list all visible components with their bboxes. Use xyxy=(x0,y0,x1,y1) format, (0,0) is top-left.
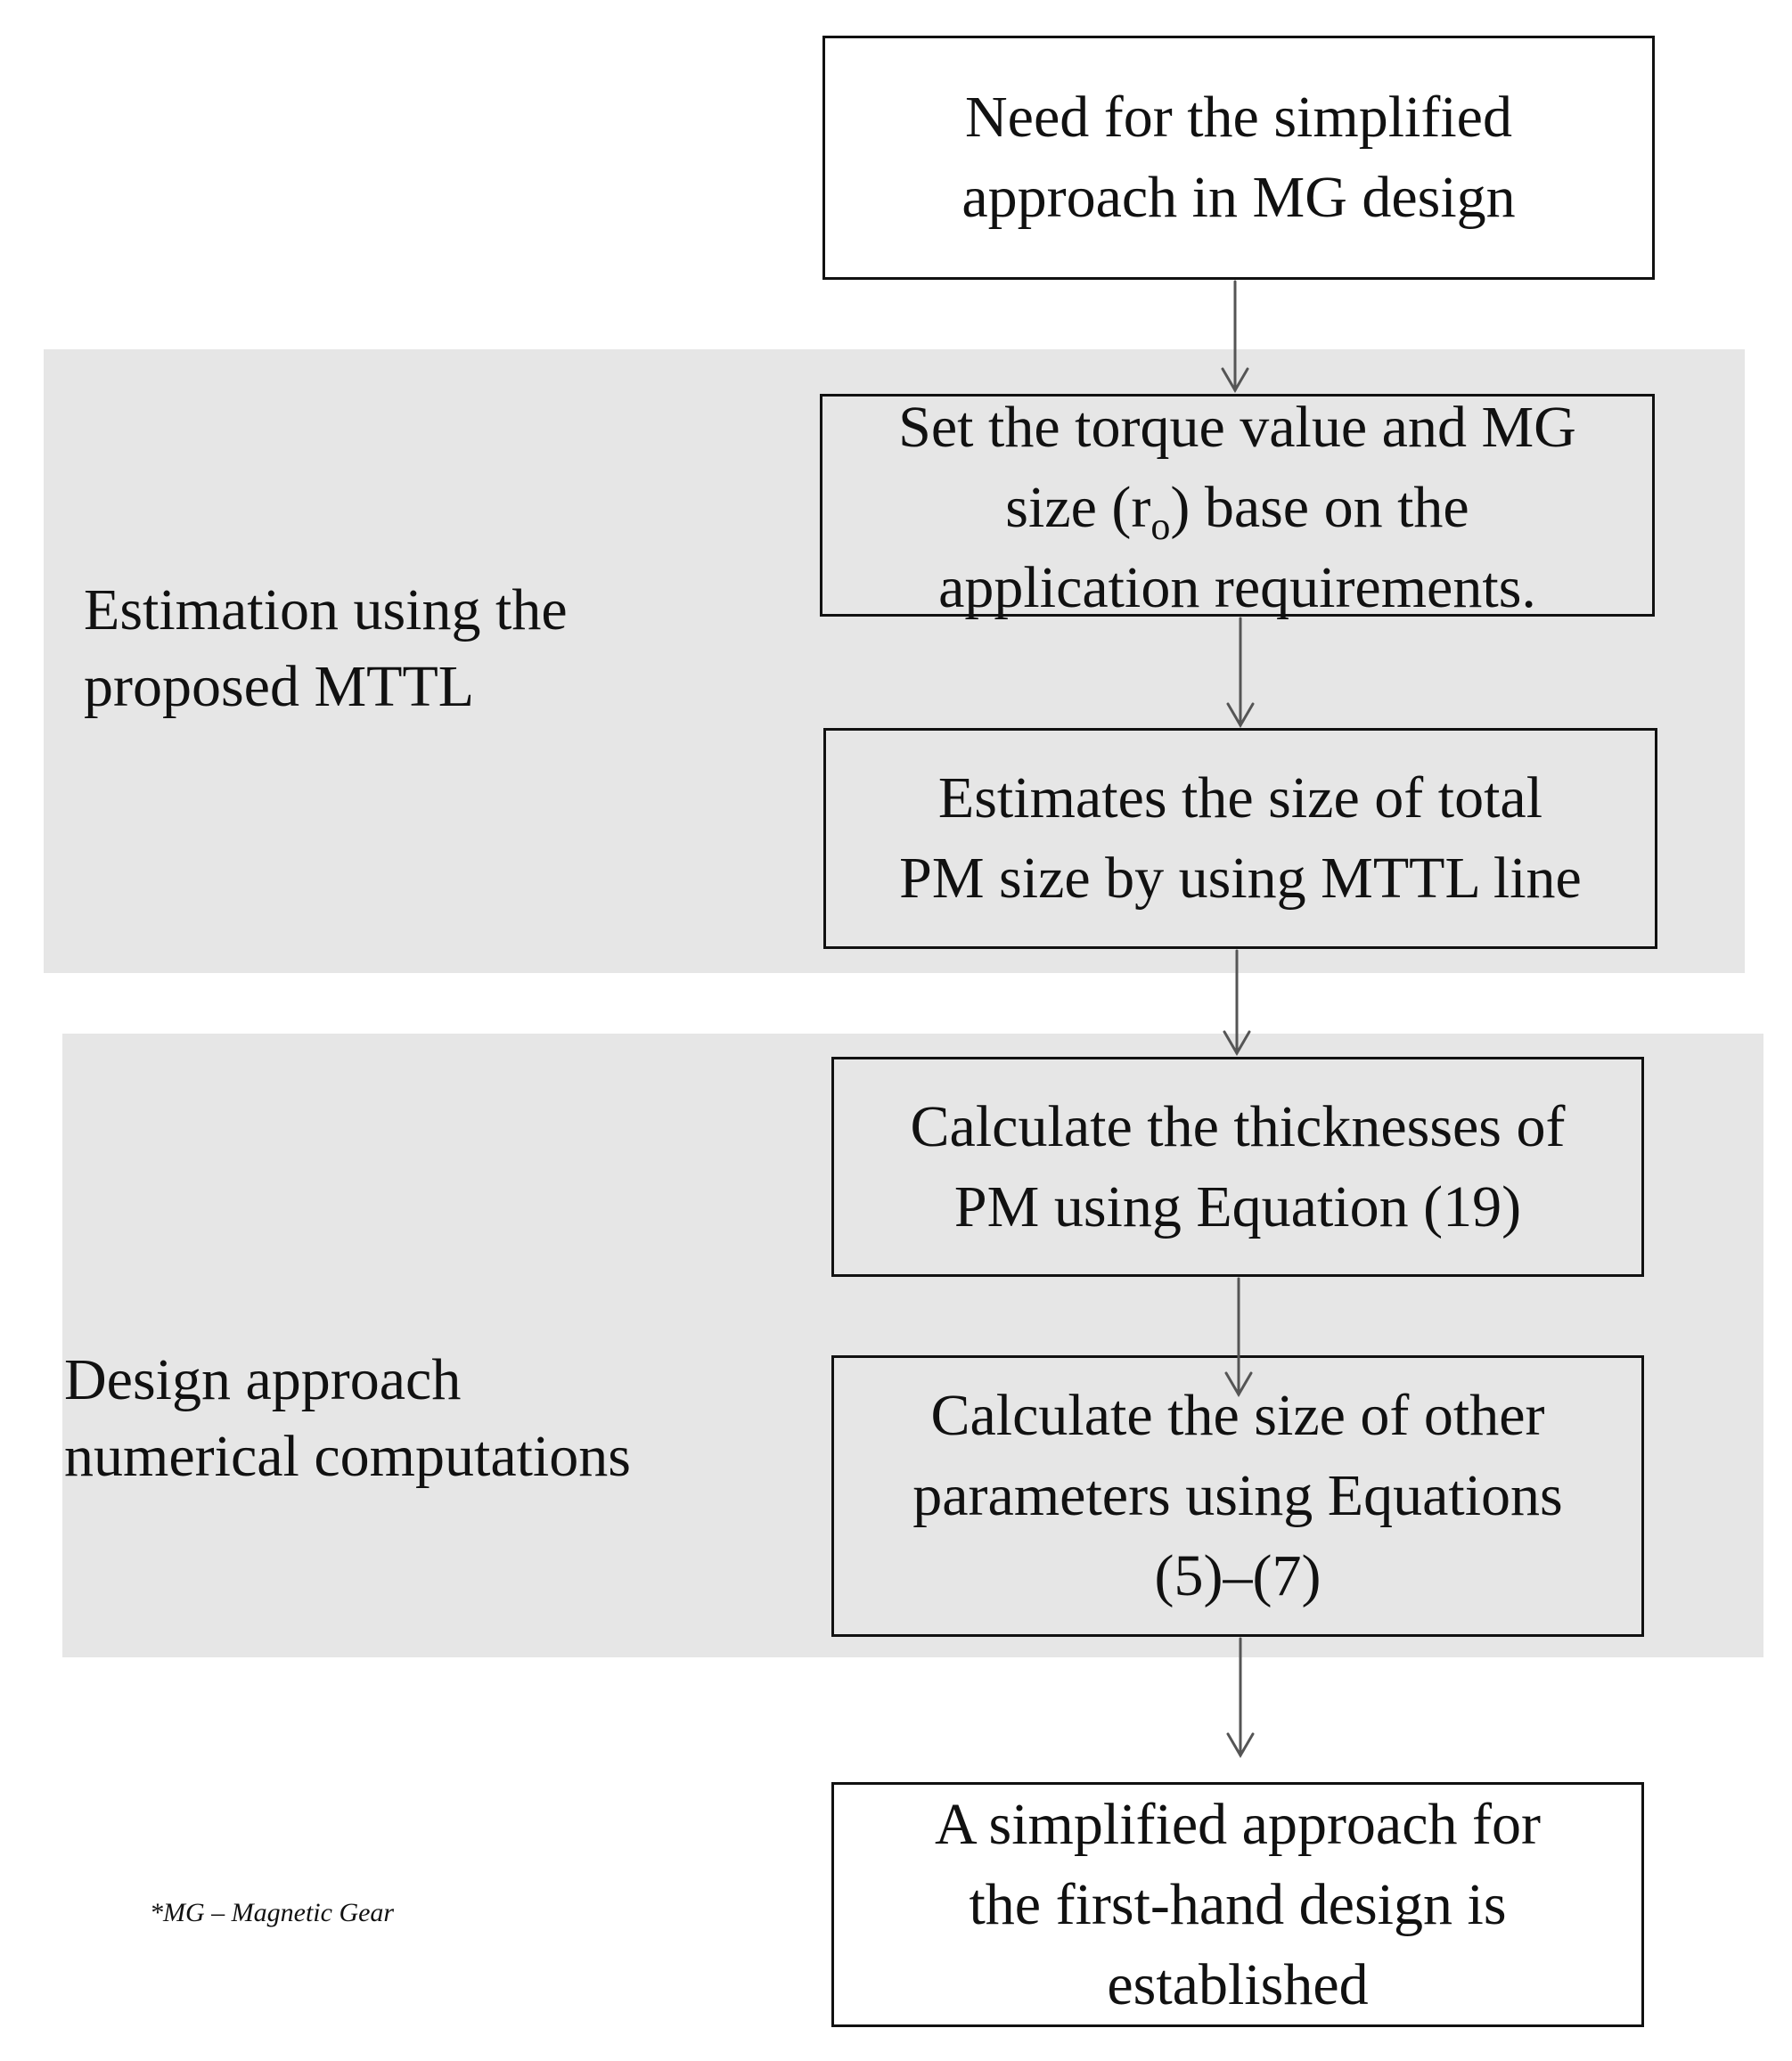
calc-other-line-1: Calculate the size of other xyxy=(930,1383,1545,1448)
set-torque-line-1: Set the torque value and MG xyxy=(898,395,1576,460)
set-torque-line-2-end: ) base on the xyxy=(1170,475,1469,540)
set-torque-line-2-start: size (r xyxy=(1005,475,1151,540)
calc-other-line-3: (5)–(7) xyxy=(1154,1543,1321,1608)
arrow-set-torque-to-estimate xyxy=(1228,618,1253,725)
estimate-pm-line-2: PM size by using MTTL line xyxy=(899,846,1582,911)
arrow-other-to-result xyxy=(1228,1639,1253,1755)
arrow-start-to-set-torque xyxy=(1223,282,1248,390)
arrow-thickness-to-other xyxy=(1226,1279,1251,1394)
start-box-line-2: approach in MG design xyxy=(961,165,1516,230)
design-label-line-1: Design approach xyxy=(64,1347,462,1412)
estimation-label-line-2: proposed MTTL xyxy=(84,654,475,719)
calc-thickness-line-2: PM using Equation (19) xyxy=(953,1174,1522,1239)
footnote: *MG – Magnetic Gear xyxy=(150,1898,395,1927)
arrow-estimate-to-thickness xyxy=(1224,951,1249,1053)
estimation-label-line-1: Estimation using the xyxy=(84,577,568,642)
calc-thickness-line-1: Calculate the thicknesses of xyxy=(910,1093,1566,1159)
calc-other-line-2: parameters using Equations xyxy=(912,1463,1563,1528)
result-line-1: A simplified approach for xyxy=(935,1791,1541,1857)
result-line-2: the first-hand design is xyxy=(969,1871,1507,1937)
design-label-line-2: numerical computations xyxy=(64,1424,631,1489)
result-line-3: established xyxy=(1107,1951,1369,2017)
start-box-line-1: Need for the simplified xyxy=(965,85,1512,150)
estimate-pm-line-1: Estimates the size of total xyxy=(937,765,1543,830)
r-subscript: o xyxy=(1150,504,1171,549)
set-torque-line-3: application requirements. xyxy=(938,555,1536,620)
